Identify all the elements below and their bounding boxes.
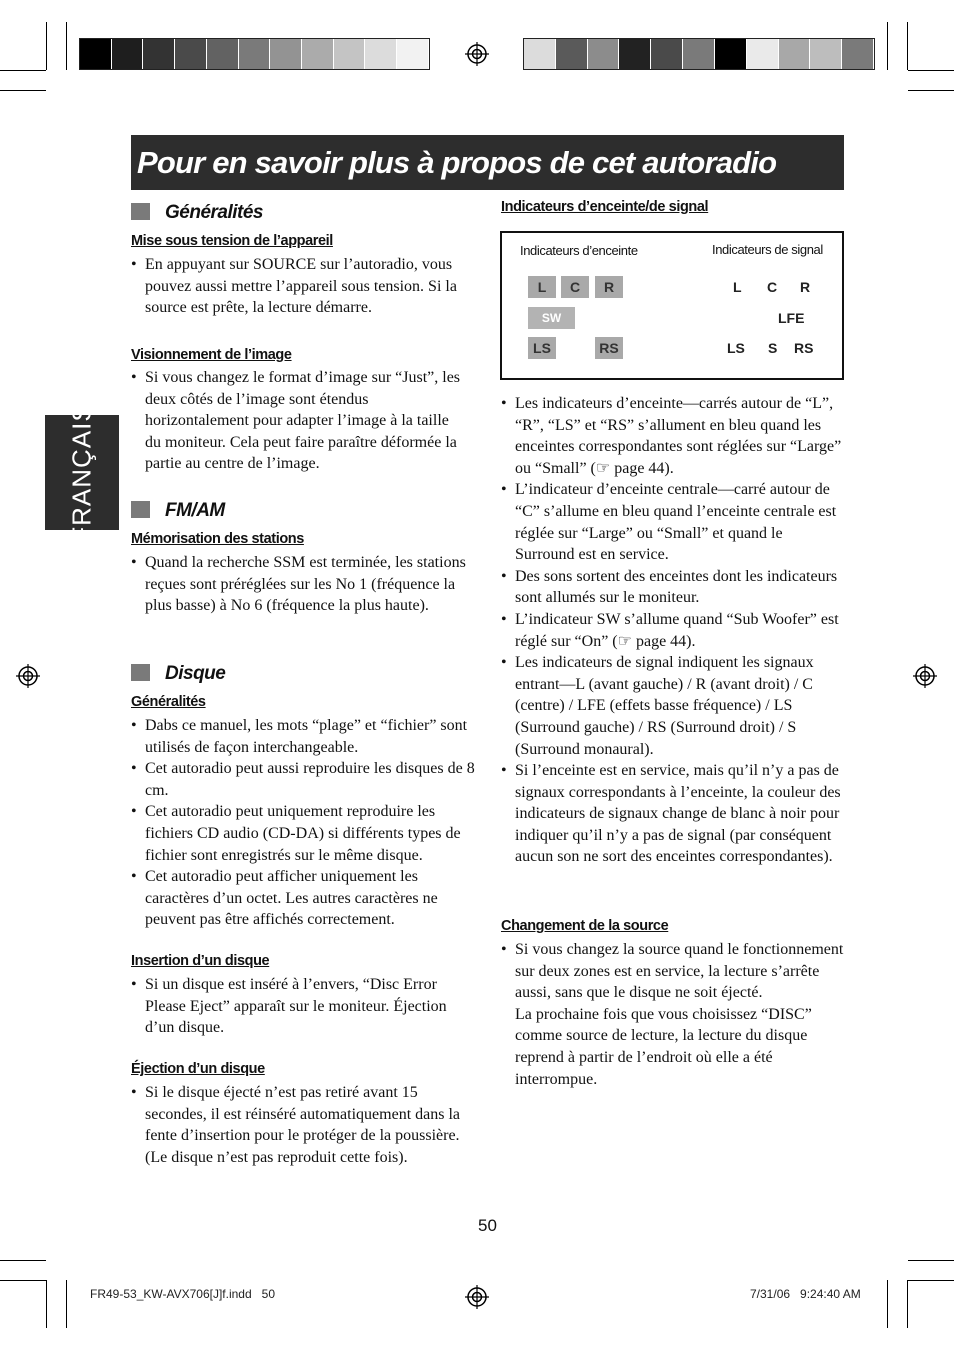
crop-mark <box>908 70 954 71</box>
list-item-continuation: La prochaine fois que vous choisissez “DISC” comme source de lecture, la lecture du disque reprend à partir de l’endroit où elle a été interrompue. <box>515 1005 812 1088</box>
subheading-ejection: Éjection d’un disque <box>131 1061 265 1077</box>
registration-mark-icon <box>913 664 937 688</box>
color-bar-right <box>523 38 875 70</box>
section-heading-text: Disque <box>165 663 226 684</box>
color-bar-swatch <box>365 39 397 69</box>
list-item: • Les indicateurs d’enceinte—carrés autour de “L”, “R”, “LS” et “RS” s’allument en bleu quand les enceintes correspondantes sont réglées sur “Large” ou “Small” (☞ page 44). <box>501 393 846 479</box>
crop-mark <box>46 1280 47 1328</box>
color-bar-swatch <box>270 39 302 69</box>
list-item: • Si le disque éjecté n’est pas retiré avant 15 secondes, il est réinséré automatiquement dans la fente d’insertion pour le protéger de la poussière. (Le disque n’est pas reproduit cette fois). <box>131 1082 476 1168</box>
list-item-text: • Si vous changez la source quand le fonctionnement sur deux zones est en service, la lecture s’arrête aussi, sans que le disque ne soit éjecté. <box>515 941 844 1002</box>
color-bar-swatch <box>556 39 588 69</box>
list-item: • Si l’enceinte est en service, mais qu’il n’y a pas de signaux correspondants à l’enceinte, la couleur des indicateurs de signaux change de blanc à noir pour indiquer qu’il n’y a pas de signal (par conséquent aucun son ne sort des enceintes correspondantes). <box>501 760 846 868</box>
list-item: • En appuyant sur SOURCE sur l’autoradio, vous pouvez aussi mettre l’appareil sous tension. Si la source est prête, la lecture démarre. <box>131 254 461 319</box>
bullet-list <box>131 715 476 931</box>
section-heading-generalites <box>131 202 263 224</box>
crop-mark <box>0 1260 46 1261</box>
subheading-insertion: Insertion d’un disque <box>131 953 270 969</box>
subheading-indicateurs: Indicateurs d’enceinte/de signal <box>501 199 709 215</box>
crop-mark <box>66 1280 67 1328</box>
crop-mark <box>907 1280 908 1328</box>
signal-indicator-r: R <box>800 279 811 295</box>
list-item: • Des sons sortent des enceintes dont les indicateurs sont allumés sur le moniteur. <box>501 566 846 609</box>
bullet-list <box>131 367 466 475</box>
color-bar-swatch <box>239 39 271 69</box>
registration-mark-icon <box>16 664 40 688</box>
bullet-list <box>131 552 469 617</box>
color-bar-swatch <box>588 39 620 69</box>
crop-mark <box>908 1260 954 1261</box>
speaker-indicators-label: Indicateurs d’enceinte <box>520 243 638 258</box>
crop-mark <box>908 1280 954 1281</box>
crop-mark <box>46 22 47 70</box>
color-bar-swatch <box>747 39 779 69</box>
color-bar-swatch <box>397 39 429 69</box>
page-title: Pour en savoir plus à propos de cet autoradio <box>131 135 844 190</box>
speaker-indicator-r: R <box>595 276 623 298</box>
list-item: • Les indicateurs de signal indiquent les signaux entrant—L (avant gauche) / R (avant droit) / C (centre) / LFE (effets basse fréquence) / LS (Surround gauche) / RS (Surround droit) / S (Surround monaural). <box>501 652 846 760</box>
color-bar-swatch <box>842 39 874 69</box>
bullet-list <box>131 1082 476 1168</box>
speaker-indicator-c: C <box>561 276 589 298</box>
footer-timestamp: 7/31/06 9:24:40 AM <box>750 1287 861 1301</box>
color-bar-swatch <box>619 39 651 69</box>
section-marker-icon <box>131 501 150 518</box>
registration-mark-icon <box>465 42 489 66</box>
subheading-generalites-disque: Généralités <box>131 694 206 710</box>
list-item: • Cet autoradio peut uniquement reproduire les fichiers CD audio (CD-DA) si différents types de fichier sont enregistrés sur le même disque. <box>131 801 476 866</box>
section-heading-text: Généralités <box>165 202 263 223</box>
speaker-indicator-sw: SW <box>528 307 575 329</box>
color-bar-swatch <box>715 39 747 69</box>
speaker-indicator-rs: RS <box>595 337 623 359</box>
list-item: • Cet autoradio peut aussi reproduire les disques de 8 cm. <box>131 758 476 801</box>
list-item: • Si un disque est inséré à l’envers, “Disc Error Please Eject” apparaît sur le moniteur. Éjection d’un disque. <box>131 974 466 1039</box>
section-heading-fmam <box>131 500 225 522</box>
color-bar-swatch <box>302 39 334 69</box>
subheading-mise-sous-tension: Mise sous tension de l’appareil <box>131 233 333 249</box>
color-bar-swatch <box>112 39 144 69</box>
color-bar-swatch <box>779 39 811 69</box>
bullet-list <box>131 974 466 1039</box>
color-bar-swatch <box>683 39 715 69</box>
signal-indicator-s: S <box>768 340 778 356</box>
color-bar-swatch <box>810 39 842 69</box>
indicator-diagram <box>500 231 844 380</box>
signal-indicator-ls: LS <box>727 340 745 356</box>
color-bar-swatch <box>334 39 366 69</box>
color-bar-swatch <box>143 39 175 69</box>
section-marker-icon <box>131 203 150 220</box>
subheading-changement: Changement de la source <box>501 918 669 934</box>
section-marker-icon <box>131 664 150 681</box>
bullet-list <box>131 254 461 319</box>
section-heading-text: FM/AM <box>165 500 225 521</box>
language-tab <box>45 402 119 543</box>
list-item: • L’indicateur SW s’allume quand “Sub Woofer” est réglé sur “On” (☞ page 44). <box>501 609 846 652</box>
signal-indicator-c: C <box>767 279 778 295</box>
registration-mark-icon <box>465 1285 489 1309</box>
list-item: • L’indicateur d’enceinte centrale—carré autour de “C” s’allume en bleu quand l’enceinte centrale est réglée sur “Large” ou “Small” et quand le Surround est en service. <box>501 479 846 565</box>
signal-indicator-l: L <box>733 279 742 295</box>
crop-mark <box>907 22 908 70</box>
color-bar-swatch <box>524 39 556 69</box>
list-item: • Quand la recherche SSM est terminée, les stations reçues sont préréglées sur les No 1 (fréquence la plus basse) à No 6 (fréquence la plus haute). <box>131 552 469 617</box>
list-item: • Dabs ce manuel, les mots “plage” et “fichier” sont utilisés de façon interchangeable. <box>131 715 476 758</box>
list-item: • Cet autoradio peut afficher uniquement les caractères d’un octet. Les autres caractères ne peuvent pas être affichés correctement. <box>131 866 476 931</box>
language-tab-label: FRANÇAIS <box>66 402 97 543</box>
crop-mark <box>0 1280 46 1281</box>
list-item <box>501 939 846 1090</box>
color-bar-swatch <box>651 39 683 69</box>
bullet-list <box>501 939 846 1090</box>
color-bar-swatch <box>80 39 112 69</box>
crop-mark <box>887 1280 888 1328</box>
subheading-memorisation: Mémorisation des stations <box>131 531 304 547</box>
signal-indicators-label: Indicateurs de signal <box>712 242 823 257</box>
crop-mark <box>908 90 954 91</box>
signal-indicator-lfe: LFE <box>778 310 805 326</box>
speaker-indicator-ls: LS <box>528 337 556 359</box>
crop-mark <box>0 70 46 71</box>
page-number: 50 <box>478 1216 497 1235</box>
footer-filename: FR49-53_KW-AVX706[J]f.indd 50 <box>90 1287 275 1301</box>
color-bar-swatch <box>207 39 239 69</box>
color-bar-swatch <box>175 39 207 69</box>
speaker-indicator-l: L <box>528 276 556 298</box>
color-bar-left <box>79 38 430 70</box>
crop-mark <box>887 22 888 70</box>
signal-indicator-rs: RS <box>794 340 814 356</box>
section-heading-disque <box>131 663 225 685</box>
bullet-list <box>501 393 846 868</box>
list-item: • Si vous changez le format d’image sur “Just”, les deux côtés de l’image sont étendus horizontalement pour adapter l’image à la taille du moniteur. Cela peut faire paraître déformée la partie au centre de l’image. <box>131 367 466 475</box>
subheading-visionnement: Visionnement de l’image <box>131 347 292 363</box>
crop-mark <box>0 90 46 91</box>
crop-mark <box>66 22 67 70</box>
